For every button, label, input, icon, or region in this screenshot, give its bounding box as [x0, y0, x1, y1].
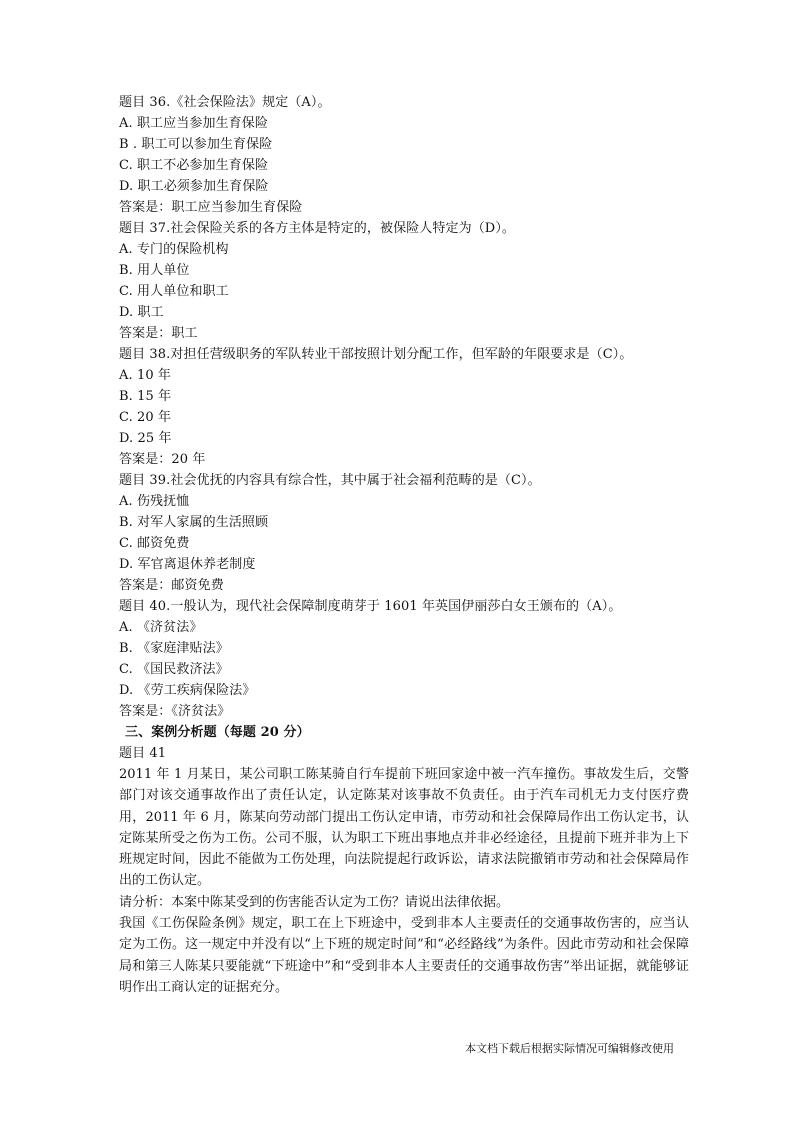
option-c: C. 职工不必参加生育保险 [119, 158, 269, 173]
question-block [119, 470, 689, 596]
case-description: 2011 年 1 月某日，某公司职工陈某骑自行车提前下班回家途中被一汽车撞伤。事故发生后，交警部门对该交通事故作出了责任认定，认定陈某对该事故不负责任。由于汽车司机无力支付医疗费用，2011 年 6 月，陈某向劳动部门提出工伤认定申请，市劳动和社会保障局作出工伤认定书，认定陈某所受之伤为工伤。公司不服，认为职工下班出事地点并非必经途径，且提前下班并非为上下班规定时间，因此不能做为工伤处理，向法院提起行政诉讼，请求法院撤销市劳动和社会保障局作出的工伤认定。 [119, 767, 689, 889]
answer-line: 答案是：邮资免费 [119, 578, 224, 593]
option-b: B . 职工可以参加生育保险 [119, 137, 273, 152]
option-d: D. 军官离退休养老制度 [119, 557, 256, 572]
question-block [119, 596, 689, 722]
option-d: D. 职工 [119, 305, 164, 320]
case-question-label: 题目 41 [119, 746, 167, 761]
option-d: D. 职工必须参加生育保险 [119, 179, 269, 194]
option-b: B. 《家庭津贴法》 [119, 641, 229, 656]
analysis-answer: 我国《工伤保险条例》规定，职工在上下班途中，受到非本人主要责任的交通事故伤害的，应当认定为工伤。这一规定中并没有以“上下班的规定时间”和“必经路线”为条件。因此市劳动和社会保障局和第三人陈某只要能就“下班途中”和“受到非本人主要责任的交通事故伤害”举出证据，就能够证明作出工商认定的证据充分。 [119, 916, 689, 995]
option-b: B. 用人单位 [119, 263, 190, 278]
question-stem: 题目 40.一般认为，现代社会保障制度萌芽于 1601 年英国伊丽莎白女王颁布的（A）。 [119, 599, 622, 614]
document-body [119, 92, 689, 998]
option-a: A. 专门的保险机构 [119, 242, 229, 257]
question-stem: 题目 38.对担任营级职务的军队转业干部按照计划分配工作，但军龄的年限要求是（C）。 [119, 347, 633, 362]
option-b: B. 15 年 [119, 389, 172, 404]
option-a: A. 职工应当参加生育保险 [119, 116, 268, 131]
question-stem: 题目 37.社会保险关系的各方主体是特定的，被保险人特定为（D）。 [119, 221, 516, 236]
section-heading: 三、案例分析题（每题 20 分） [125, 725, 310, 740]
question-block [119, 344, 689, 470]
question-block [119, 92, 689, 218]
question-stem: 题目 36.《社会保险法》规定（A）。 [119, 95, 331, 110]
option-b: B. 对军人家属的生活照顾 [119, 515, 269, 530]
option-a: A. 《济贫法》 [119, 620, 203, 635]
answer-line: 答案是：职工 [119, 326, 198, 341]
analysis-prompt: 请分析：本案中陈某受到的伤害能否认定为工伤？请说出法律依据。 [119, 894, 510, 910]
footer-note: 本文档下载后根据实际情况可编辑修改使用 [465, 1042, 674, 1055]
option-c: C. 用人单位和职工 [119, 284, 229, 299]
question-stem: 题目 39.社会优抚的内容具有综合性，其中属于社会福利范畴的是（C）。 [119, 473, 541, 488]
option-c: C. 《国民救济法》 [119, 662, 229, 677]
answer-line: 答案是：职工应当参加生育保险 [119, 200, 303, 215]
option-d: D. 《劳工疾病保险法》 [119, 683, 256, 698]
answer-line: 答案是：《济贫法》 [119, 704, 231, 719]
option-a: A. 伤残抚恤 [119, 494, 190, 509]
option-c: C. 20 年 [119, 410, 172, 425]
option-a: A. 10 年 [119, 368, 172, 383]
option-d: D. 25 年 [119, 431, 172, 446]
answer-line: 答案是：20 年 [119, 452, 206, 467]
question-block [119, 218, 689, 344]
option-c: C. 邮资免费 [119, 536, 190, 551]
